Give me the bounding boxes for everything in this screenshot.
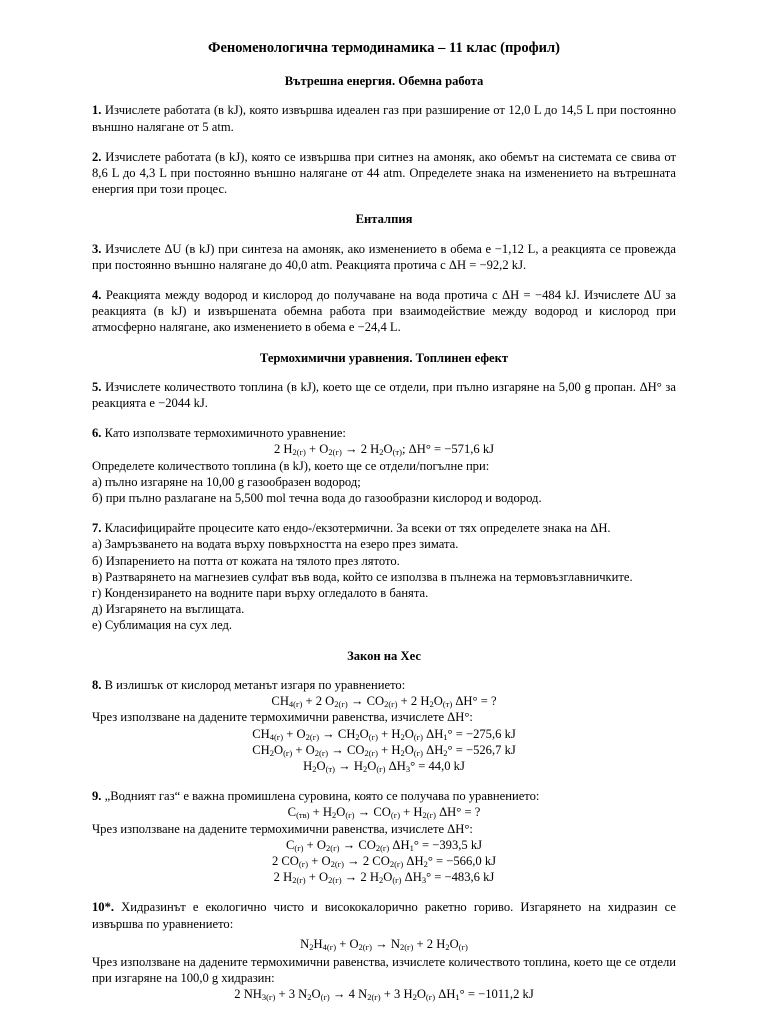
task-7-intro [92, 520, 676, 536]
task-7 [92, 520, 676, 633]
equation-10-1: 2 $NH_{3(г)} + 3$ $N_2O_{(г)} \to 4$ $N_{2(г)} + 3$ $H_2O_{(г)}$ $\Delta H_1^\circ = -1011,2$ kJ [234, 987, 534, 1003]
task-number: 8. [92, 677, 102, 692]
task-6 [92, 425, 676, 506]
task-10 [92, 899, 676, 1002]
task-3-text [92, 241, 676, 273]
task-8-intro [92, 677, 676, 693]
task-number: 1. [92, 103, 102, 118]
task-3 [92, 241, 676, 273]
task-body: Изчислете работата (в kJ), която се извършва при ситнез на амоняк, ако обемът на системата се свива от 8,6 L до 4,3 L при постоянно външно налягане от 44 atm. Определете знака на изменението на вътрешната енергия при този процес. [92, 149, 676, 197]
equation-6: 2 $H_{2(г)} + O_{2(г)} \to 2$ $H_2O_{(т)}$; ΔH° = −571,6 kJ [273, 442, 495, 458]
task-body: Реакцията между водород и кислород до получаване на вода протича с ΔH = −484 kJ. Изчислете ΔU за реакцията (в kJ) и извършената обемна работа при взаимодействие между водород и кислород при атмосферно налягане, ако изменението в обема е −24,4 L. [92, 288, 676, 335]
equation-8: $CH_{4(г)} + 2$ $O_{2(г)} \to CO_{2(г)} + 2$ $H_2O_{(т)}$ ΔH° = ? [271, 694, 497, 710]
page-title: Феноменологична термодинамика – 11 клас (профил) [208, 40, 560, 56]
task-body: Изчислете количеството топлина (в kJ), което ще се отдели, при пълно изгаряне на 5,00 g пропан. ΔH° за реакцията е −2044 kJ. [92, 379, 676, 411]
task-number: 5. [92, 379, 102, 394]
task-6-item-a: а) пълно изгаряне на 10,00 g газообразен водород; [92, 474, 361, 489]
task-10-question: Чрез използване на дадените термохимични равенства, изчислете количеството топлина, което ще се отдели при изгаряне на 100,0 g хидразин: [92, 954, 676, 986]
task-2 [92, 149, 676, 198]
equation-8-1: $CH_{4(г)} + O_{2(г)} \to CH_2O_{(г)} + H_2O_{(г)}$ $\Delta H_1^\circ = -275,6$ kJ [252, 726, 516, 742]
equation-9: $C_{(тв)} + H_2O_{(г)} \to CO_{(г)} + H_{2(г)}$ ΔH° = ? [287, 805, 481, 821]
task-5 [92, 379, 676, 411]
task-1 [92, 102, 676, 134]
task-6-question: Определете количеството топлина (в kJ), което ще се отдели/погълне при: [92, 458, 490, 473]
task-4-text [92, 287, 676, 336]
task-5-text [92, 379, 676, 411]
section-heading-hess-law: Закон на Хес [347, 648, 421, 663]
task-2-text [92, 149, 676, 198]
task-4 [92, 287, 676, 336]
task-number: 10*. [92, 900, 115, 915]
task-8-question: Чрез използване на дадените термохимични равенства, изчислете ΔH°: [92, 710, 473, 725]
list-item: а) Замръзването на водата върху повърхността на езеро през зимата. [92, 537, 459, 552]
task-number: 6. [92, 426, 102, 441]
task-body: В излишък от кислород метанът изгаря по уравнението: [101, 677, 406, 692]
task-body: „Водният газ“ е важна промишлена суровина, която се получава по уравнението: [101, 789, 540, 804]
equation-8-3: $H_2O_{(т)} \to H_2O_{(г)}$ $\Delta H_3^\circ = 44,0$ kJ [303, 758, 465, 774]
equation-10: $N_2H_{4(г)} + O_{2(г)} \to N_{2(г)} + 2$ $H_2O_{(г)}$ [300, 936, 468, 952]
task-body: Като използвате термохимичното уравнение: [101, 426, 346, 441]
task-body: Изчислете ΔU (в kJ) при синтеза на амоняк, ако изменението в обема е −1,12 L, а реакцията се провежда при постоянно външно налягане до 40,0 atm. Реакцията протича с ΔH = −92,2 kJ. [92, 241, 676, 272]
task-6-intro [92, 425, 676, 441]
task-10-intro [92, 899, 676, 931]
task-9-question: Чрез използване на дадените термохимични равенства, изчислете ΔH°: [92, 821, 473, 836]
equation-9-1: $C_{(г)} + O_{2(г)} \to CO_{2(г)}$ $\Delta H_1^\circ = -393,5$ kJ [285, 837, 483, 853]
task-number: 7. [92, 521, 102, 536]
list-item: в) Разтварянето на магнезиев сулфат във вода, който се използва в пълнежа на термовъзглавничките. [92, 569, 633, 584]
equation-8-2: $CH_2O_{(г)} + O_{2(г)} \to CO_{2(г)} + H_2O_{(г)}$ $\Delta H_2^\circ = -526,7$ kJ [252, 742, 516, 758]
task-9-intro [92, 788, 676, 804]
section-heading-thermochemical: Термохимични уравнения. Топлинен ефект [259, 350, 509, 365]
task-body: Хидразинът е екологично чисто и висококалорично ракетно гориво. Изгарянето на хидразин се извършва по уравнението: [92, 900, 676, 931]
equation-9-2: 2 $CO_{(г)} + O_{2(г)} \to 2$ $CO_{2(г)}$ $\Delta H_2^\circ = -566,0$ kJ [271, 853, 497, 869]
section-heading-internal-energy: Вътрешна енергия. Обемна работа [284, 74, 484, 89]
task-number: 4. [92, 288, 102, 303]
task-number: 2. [92, 149, 102, 164]
task-1-text [92, 102, 676, 134]
list-item: г) Кондензирането на водните пари върху огледалото в банята. [92, 586, 429, 601]
task-number: 9. [92, 789, 102, 804]
task-6-item-b: б) при пълно разлагане на 5,500 mol течна вода до газообразни кислород и водород. [92, 491, 542, 506]
list-item: д) Изгарянето на въглищата. [92, 602, 245, 617]
section-heading-enthalpy: Енталпия [355, 212, 413, 227]
task-body: Изчислете работата (в kJ), която извършва идеален газ при разширение от 12,0 L до 14,5 L при постоянно външно налягане от 5 atm. [92, 103, 676, 134]
equation-9-3: 2 $H_{2(г)} + O_{2(г)} \to 2$ $H_2O_{(г)}$ $\Delta H_3^\circ = -483,6$ kJ [273, 870, 495, 886]
list-item: е) Сублимация на сух лед. [92, 618, 233, 633]
task-9 [92, 788, 676, 885]
task-body: Класифицирайте процесите като ендо-/екзотермични. За всеки от тях определете знака на ΔH. [101, 521, 611, 536]
task-number: 3. [92, 241, 102, 256]
list-item: б) Изпарението на потта от кожата на тялото през лятото. [92, 553, 400, 568]
task-8 [92, 677, 676, 774]
